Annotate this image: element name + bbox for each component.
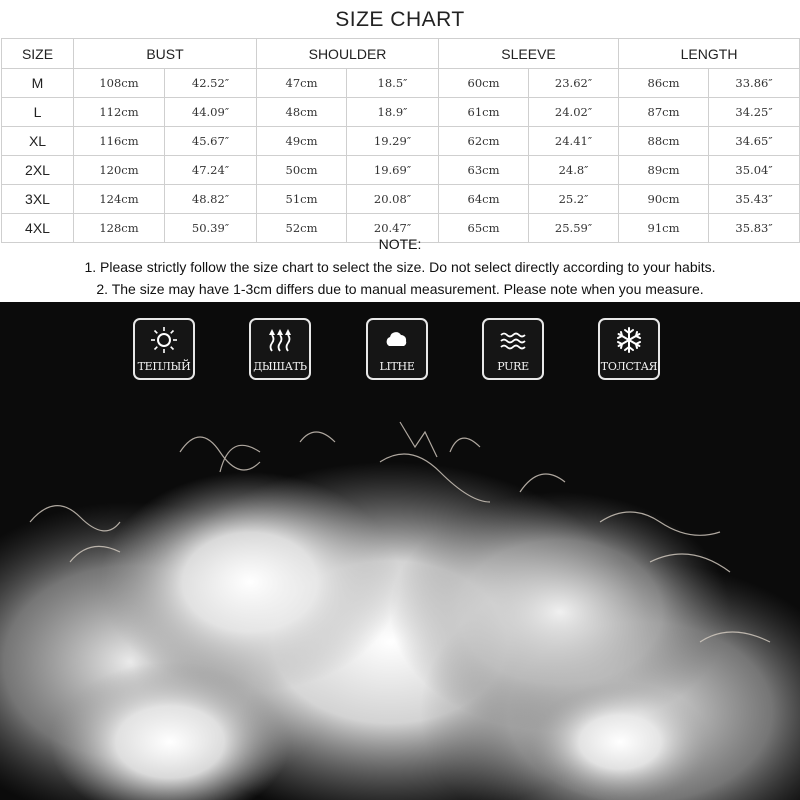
table-row	[2, 127, 800, 156]
size-cell: 3XL	[2, 185, 74, 214]
sleeve-in-cell: 24.8″	[529, 156, 619, 185]
note-line-1: 1. Please strictly follow the size chart to select the size. Do not select directly according to your habits.	[84, 259, 716, 275]
sleeve-cm-cell: 64cm	[439, 185, 529, 214]
header-sleeve: SLEEVE	[439, 39, 619, 69]
size-cell: M	[2, 69, 74, 98]
header-shoulder: SHOULDER	[257, 39, 439, 69]
bust-in-cell: 45.67″	[165, 127, 257, 156]
shoulder-cm-cell: 50cm	[257, 156, 347, 185]
breathe-arrows-icon	[266, 326, 294, 354]
feature-label: ДЫШАТЬ	[253, 360, 307, 373]
shoulder-in-cell: 19.69″	[347, 156, 439, 185]
bust-in-cell: 48.82″	[165, 185, 257, 214]
length-in-cell: 35.04″	[709, 156, 800, 185]
snowflake-icon	[615, 326, 643, 354]
length-cm-cell: 91cm	[619, 214, 709, 243]
shoulder-cm-cell: 51cm	[257, 185, 347, 214]
shoulder-in-cell: 20.08″	[347, 185, 439, 214]
down-feathers-image	[0, 412, 800, 800]
table-row	[2, 185, 800, 214]
bust-in-cell: 44.09″	[165, 98, 257, 127]
shoulder-cm-cell: 52cm	[257, 214, 347, 243]
bust-cm-cell: 124cm	[74, 185, 165, 214]
shoulder-cm-cell: 47cm	[257, 69, 347, 98]
shoulder-in-cell: 19.29″	[347, 127, 439, 156]
header-length: LENGTH	[619, 39, 800, 69]
size-cell: L	[2, 98, 74, 127]
bust-in-cell: 50.39″	[165, 214, 257, 243]
size-cell: XL	[2, 127, 74, 156]
size-cell: 2XL	[2, 156, 74, 185]
header-bust: BUST	[74, 39, 257, 69]
length-in-cell: 35.43″	[709, 185, 800, 214]
sleeve-cm-cell: 60cm	[439, 69, 529, 98]
length-in-cell: 33.86″	[709, 69, 800, 98]
bust-cm-cell: 120cm	[74, 156, 165, 185]
shoulder-cm-cell: 48cm	[257, 98, 347, 127]
length-in-cell: 34.65″	[709, 127, 800, 156]
length-in-cell: 35.83″	[709, 214, 800, 243]
cloud-icon	[383, 326, 411, 354]
table-row	[2, 156, 800, 185]
feature-badge-thick	[598, 318, 660, 380]
feature-label: ТОЛСТАЯ	[600, 360, 658, 373]
feature-badge-pure	[482, 318, 544, 380]
bust-cm-cell: 128cm	[74, 214, 165, 243]
chart-title: SIZE CHART	[335, 8, 465, 31]
shoulder-in-cell: 18.9″	[347, 98, 439, 127]
sleeve-cm-cell: 62cm	[439, 127, 529, 156]
sleeve-in-cell: 25.59″	[529, 214, 619, 243]
sleeve-in-cell: 24.02″	[529, 98, 619, 127]
feature-label: ТЕПЛЫЙ	[137, 360, 191, 373]
sleeve-cm-cell: 63cm	[439, 156, 529, 185]
size-table	[1, 38, 800, 243]
feature-label: LITHE	[379, 360, 415, 373]
table-header-row	[2, 39, 800, 69]
bust-in-cell: 47.24″	[165, 156, 257, 185]
table-row	[2, 98, 800, 127]
feature-badge-breathe	[249, 318, 311, 380]
length-cm-cell: 89cm	[619, 156, 709, 185]
length-cm-cell: 90cm	[619, 185, 709, 214]
length-cm-cell: 88cm	[619, 127, 709, 156]
sun-icon	[150, 326, 178, 354]
sleeve-cm-cell: 65cm	[439, 214, 529, 243]
length-cm-cell: 87cm	[619, 98, 709, 127]
bust-cm-cell: 108cm	[74, 69, 165, 98]
note-line-2: 2. The size may have 1-3cm differs due to manual measurement. Please note when you measure.	[96, 281, 704, 297]
feature-badge-lithe	[366, 318, 428, 380]
note-heading: NOTE:	[378, 236, 422, 252]
feature-label: PURE	[497, 360, 529, 373]
sleeve-in-cell: 23.62″	[529, 69, 619, 98]
header-size: SIZE	[2, 39, 74, 69]
bust-cm-cell: 112cm	[74, 98, 165, 127]
size-cell: 4XL	[2, 214, 74, 243]
bust-in-cell: 42.52″	[165, 69, 257, 98]
length-in-cell: 34.25″	[709, 98, 800, 127]
feature-photo-panel	[0, 302, 800, 800]
table-row	[2, 69, 800, 98]
shoulder-cm-cell: 49cm	[257, 127, 347, 156]
sleeve-cm-cell: 61cm	[439, 98, 529, 127]
waves-icon	[499, 326, 527, 354]
sleeve-in-cell: 24.41″	[529, 127, 619, 156]
bust-cm-cell: 116cm	[74, 127, 165, 156]
shoulder-in-cell: 20.47″	[347, 214, 439, 243]
size-chart-panel	[0, 0, 800, 302]
sleeve-in-cell: 25.2″	[529, 185, 619, 214]
feature-badge-warm	[133, 318, 195, 380]
shoulder-in-cell: 18.5″	[347, 69, 439, 98]
length-cm-cell: 86cm	[619, 69, 709, 98]
